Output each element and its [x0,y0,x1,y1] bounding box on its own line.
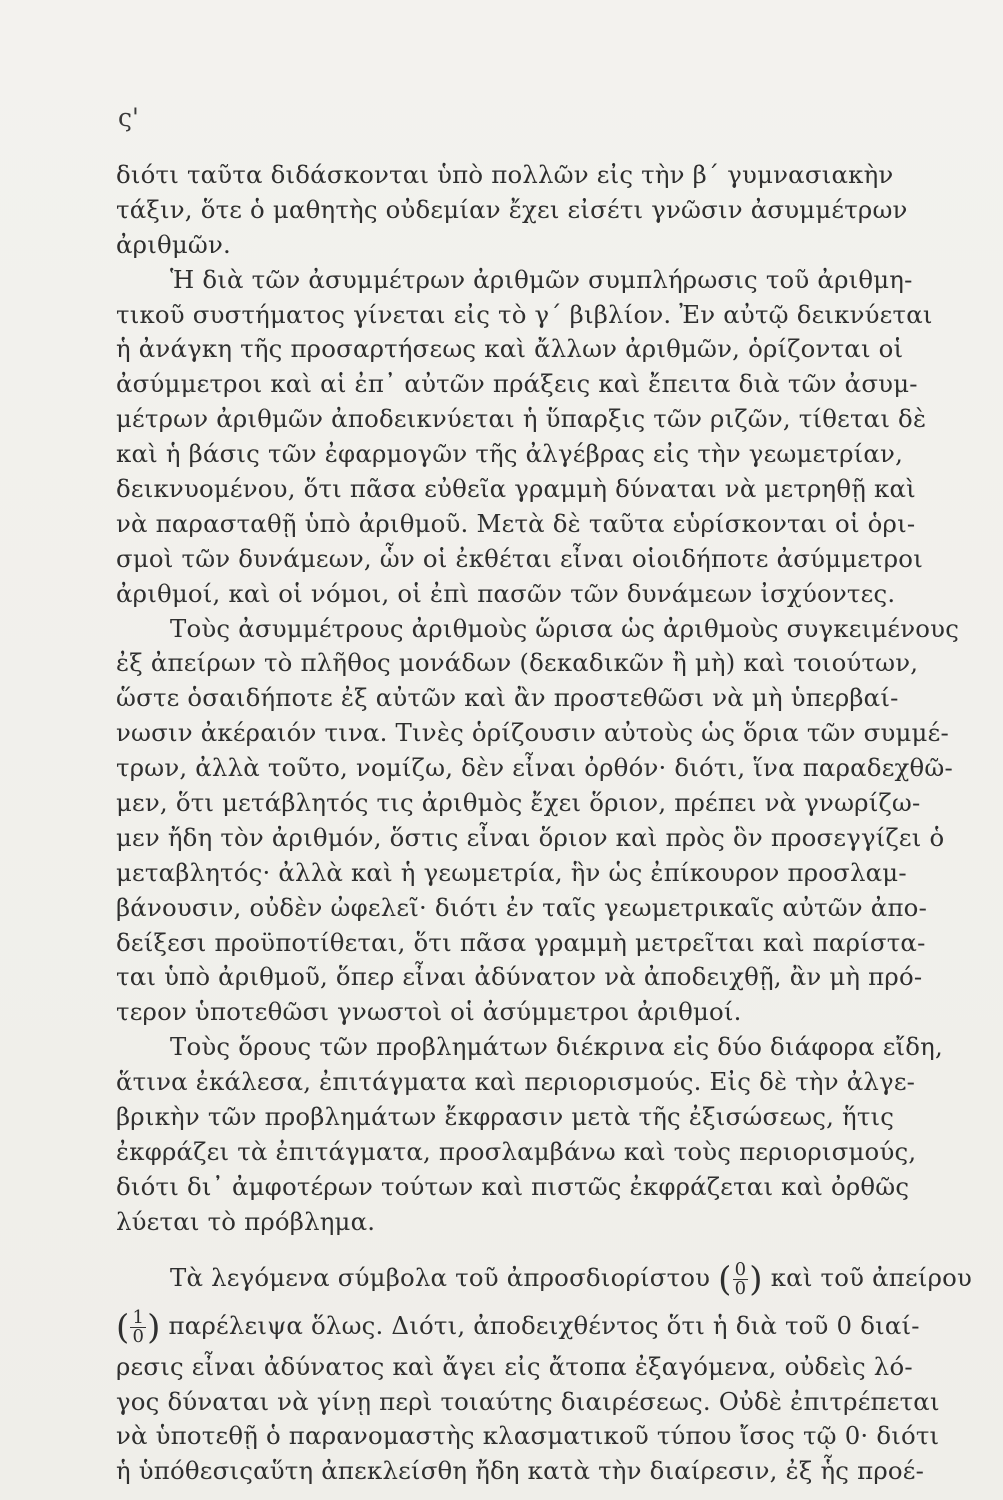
fraction-denominator: 0 [132,1325,145,1347]
fraction-denominator: 0 [734,1277,747,1299]
text-line: δείξεσι προϋποτίθεται, ὅτι πᾶσα γραμμὴ μετρεῖται καὶ παρίστα- [116,927,926,957]
text-line: λύεται τὸ πρόβλημα. [116,1206,376,1236]
symbols-text-before: Τὰ λεγόμενα σύμβολα τοῦ ἀπροσδιορίστου [170,1262,711,1292]
text-line: βρικὴν τῶν προβλημάτων ἔκφρασιν μετὰ τῆς ἐξισώσεως, ἥτις [116,1102,895,1132]
infinity-line [116,1302,942,1350]
text-line: μέτρων ἀριθμῶν ἀποδεικνύεται ἡ ὕπαρξις τῶν ριζῶν, τίθεται δὲ [116,404,927,434]
text-line: ἅτινα ἐκάλεσα, ἐπιτάγματα καὶ περιορισμούς. Εἰς δὲ τὴν ἀλγε- [116,1067,916,1097]
fraction-numerator: 0 [734,1258,747,1280]
text-line: μεν, ὅτι μετάβλητός τις ἀριθμὸς ἔχει ὅριον, πρέπει νὰ γνωρίζω- [116,788,921,818]
text-line: ἀριθμῶν. [116,229,231,259]
text-line: βάνουσιν, οὐδὲν ὠφελεῖ· διότι ἐν ταῖς γεωμετρικαῖς αὐτῶν ἀπο- [116,892,928,922]
text-line: γος δύναται νὰ γίνῃ περὶ τοιαύτης διαιρέσεως. Οὐδὲ ἐπιτρέπεται [116,1386,940,1416]
text-line: ἀριθμοί, καὶ οἱ νόμοι, οἱ ἐπὶ πασῶν τῶν δυνάμεων ἰσχύοντες. [116,578,896,608]
close-paren: ) [147,1307,161,1348]
text-line: διότι ταῦτα διδάσκονται ὑπὸ πολλῶν εἰς τὴν β΄ γυμνασιακὴν [116,160,894,189]
symbols-line [116,1254,973,1302]
indeterminate-fraction [733,1258,749,1299]
text-line: ὥστε ὁσαιδήποτε ἐξ αὐτῶν καὶ ἂν προστεθῶσι νὰ μὴ ὑπερβαί- [116,683,899,713]
text-line: ρεσις εἶναι ἀδύνατος καὶ ἄγει εἰς ἄτοπα ἐξαγόμενα, οὐδεὶς λό- [116,1351,913,1381]
body-text [116,158,973,1489]
text-line: Τοὺς ὅρους τῶν προβλημάτων διέκρινα εἰς δύο διάφορα εἴδη, [170,1032,943,1062]
text-line: τάξιν, ὅτε ὁ μαθητὴς οὐδεμίαν ἔχει εἰσέτι γνῶσιν ἀσυμμέτρων [116,194,908,224]
text-line: τερον ὑποτεθῶσι γνωστοὶ οἱ ἀσύμμετροι ἀριθμοί. [116,997,742,1027]
text-line: ἐκφράζει τὰ ἐπιτάγματα, προσλαμβάνω καὶ τοὺς περιορισμούς, [116,1136,917,1166]
close-paren: ) [749,1259,763,1300]
text-line: σμοὶ τῶν δυνάμεων, ὧν οἱ ἐκθέται εἶναι οἱοιδήποτε ἀσύμμετροι [116,543,923,573]
open-paren: ( [116,1307,130,1348]
symbols-text-after: καὶ τοῦ ἀπείρου [770,1262,973,1292]
fraction-numerator: 1 [132,1306,145,1328]
text-line: ἐξ ἀπείρων τὸ πλῆθος μονάδων (δεκαδικῶν ἢ μὴ) καὶ τοιούτων, [116,648,919,678]
open-paren: ( [718,1259,732,1300]
infinity-fraction [130,1306,146,1347]
text-line: τρων, ἀλλὰ τοῦτο, νομίζω, δὲν εἶναι ὀρθόν· διότι, ἵνα παραδεχθῶ- [116,753,953,783]
text-line: Τοὺς ἀσυμμέτρους ἀριθμοὺς ὥρισα ὡς ἀριθμοὺς συγκειμένους [170,613,960,643]
text-line: τικοῦ συστήματος γίνεται εἰς τὸ γ΄ βιβλίον. Ἐν αὐτῷ δεικνύεται [116,299,933,329]
text-line: νὰ ὑποτεθῇ ὁ παρανομαστὴς κλασματικοῦ τύπου ἴσος τῷ 0· διότι [116,1421,940,1451]
text-line: ἡ ἀνάγκη τῆς προσαρτήσεως καὶ ἄλλων ἀριθμῶν, ὁρίζονται οἱ [116,334,904,364]
text-line: ται ὑπὸ ἀριθμοῦ, ὅπερ εἶναι ἀδύνατον νὰ ἀποδειχθῇ, ἂν μὴ πρό- [116,962,923,992]
text-line: ἡ ὑπόθεσιςαὕτη ἀπεκλείσθη ἤδη κατὰ τὴν διαίρεσιν, ἐξ ἧς προέ- [116,1456,925,1486]
text-line: διότι δι᾽ ἀμφοτέρων τούτων καὶ πιστῶς ἐκφράζεται καὶ ὀρθῶς [116,1171,910,1201]
text-line: Ἡ διὰ τῶν ἀσυμμέτρων ἀριθμῶν συμπλήρωσις τοῦ ἀριθμη- [170,264,913,294]
text-line: ἀσύμμετροι καὶ αἱ ἐπ᾽ αὐτῶν πράξεις καὶ ἔπειτα διὰ τῶν ἀσυμ- [116,369,918,399]
text-line: νωσιν ἀκέραιόν τινα. Τινὲς ὁρίζουσιν αὐτοὺς ὡς ὅρια τῶν συμμέ- [116,718,949,748]
text-line: μεν ἤδη τὸν ἀριθμόν, ὅστις εἶναι ὅριον καὶ πρὸς ὃν προσεγγίζει ὁ [116,822,945,852]
text-line: μεταβλητός· ἀλλὰ καὶ ἡ γεωμετρία, ἣν ὡς ἐπίκουρον προσλαμ- [116,857,907,887]
page-number: ς' [118,103,139,132]
infinity-text-after: παρέλειψα ὅλως. Διότι, ἀποδειχθέντος ὅτι ἡ διὰ τοῦ 0 διαί- [168,1310,920,1340]
text-line: δεικνυομένου, ὅτι πᾶσα εὐθεῖα γραμμὴ δύναται νὰ μετρηθῇ καὶ [116,474,916,504]
text-line: νὰ παρασταθῇ ὑπὸ ἀριθμοῦ. Μετὰ δὲ ταῦτα εὑρίσκονται οἱ ὁρι- [116,508,916,538]
text-line: καὶ ἡ βάσις τῶν ἐφαρμογῶν τῆς ἀλγέβρας εἰς τὴν γεωμετρίαν, [116,439,904,469]
